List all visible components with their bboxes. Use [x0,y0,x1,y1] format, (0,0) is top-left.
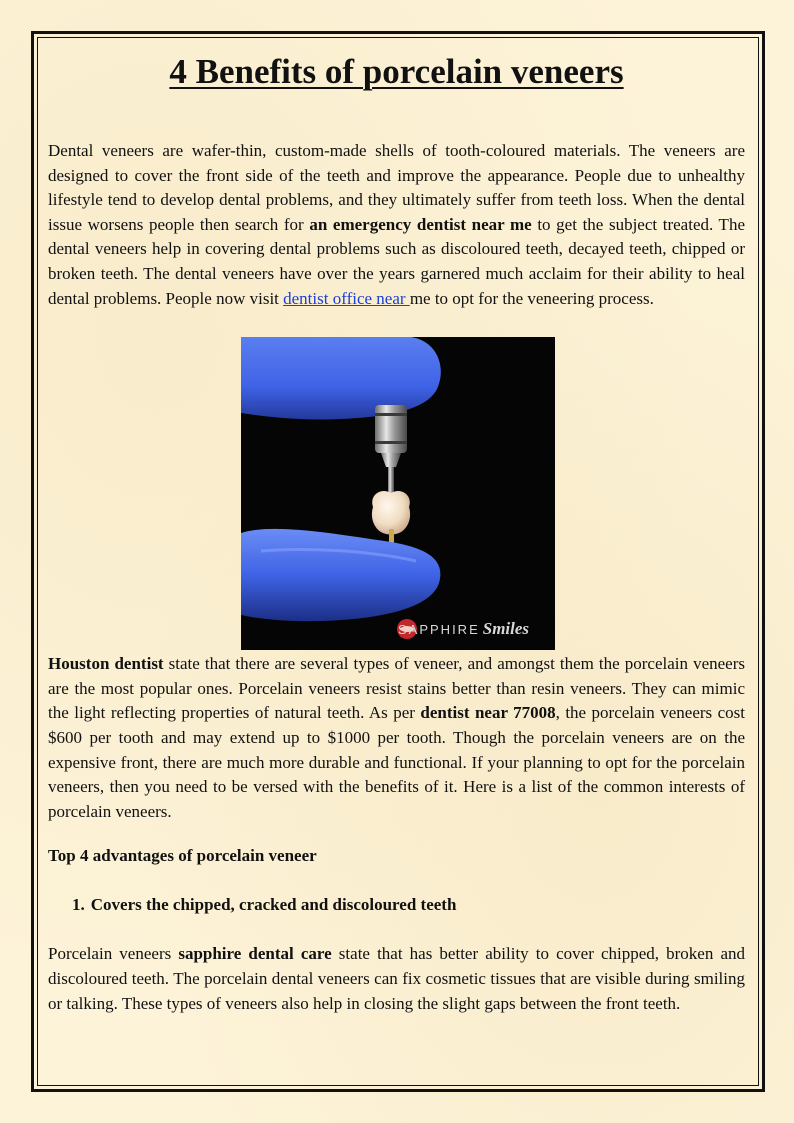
intro-text-1: Dental veneers are wafer-thin, custom-made shells of tooth-coloured materials. The veneers are designed to cover the front side of the teeth and improve the appearance. People due to unhealthy lifestyle tend to develop dental problems, and they ultimately suffer from teeth loss. When the dental issue worsens people then search for [48,141,745,234]
sapphire-smiles-watermark [393,617,529,641]
bold-houston-dentist: Houston dentist [48,654,164,674]
veneer-illustration [241,337,555,650]
watermark-brand-text: SAPPHIRE [398,621,480,637]
houston-dentist-paragraph [48,652,745,824]
glove-upper-finger [241,337,441,420]
list-item-heading-1 [72,893,745,917]
veneer-photo [241,337,555,650]
drill-chuck [375,405,407,453]
watermark-script-text: Smiles [482,619,530,639]
intro-text-3: me to opt for the veneering process. [409,288,654,308]
intro-bold-emergency-dentist: an emergency dentist near me [309,214,532,234]
document-body [48,40,745,1016]
dentist-office-link[interactable]: dentist office near [283,288,410,308]
para2-text-1: state that there are several types of veneer, and amongst them the porcelain veneers are the most popular ones. Porcelain veneers resist stains better than resin veneers. They can mimic the light reflecting properties of natural teeth. As per [48,654,745,723]
glove-lower-finger [241,529,440,621]
advantages-heading: Top 4 advantages of porcelain veneer [48,846,317,866]
list-item-label: Covers the chipped, cracked and discoloured teeth [90,895,457,915]
bold-dentist-near-77008: dentist near 77008 [420,703,556,723]
bold-sapphire-dental-care: sapphire dental care [178,944,332,964]
porcelain-crown [372,491,410,535]
intro-text-2: to get the subject treated. The dental veneers help in covering dental problems such as discoloured teeth, decayed teeth, chipped or broken teeth. The dental veneers have over the years garnered much acclaim for their ability to heal dental problems. People now visit [48,214,745,308]
sapphire-care-paragraph [48,942,745,1016]
page-title: 4 Benefits of porcelain veneers [169,52,624,91]
para3-text-2: state that has better ability to cover chipped, broken and discoloured teeth. The porcelain dental veneers can fix cosmetic tissues that are visible during smiling or talking. These types of veneers also help in closing the slight gaps between the front teeth. [48,944,745,1013]
intro-paragraph [48,139,745,311]
para3-text-1: Porcelain veneers [48,944,179,964]
para2-text-2: , the porcelain veneers cost $600 per tooth and may extend up to $1000 per tooth. Though the porcelain veneers are on the expensive front, there are much more durable and functional. If your planning to opt for the porcelain veneers, then you need to be versed with the benefits of it. Here is a list of the common interests of porcelain veneers. [48,703,745,821]
list-item-number: 1. [72,895,85,915]
